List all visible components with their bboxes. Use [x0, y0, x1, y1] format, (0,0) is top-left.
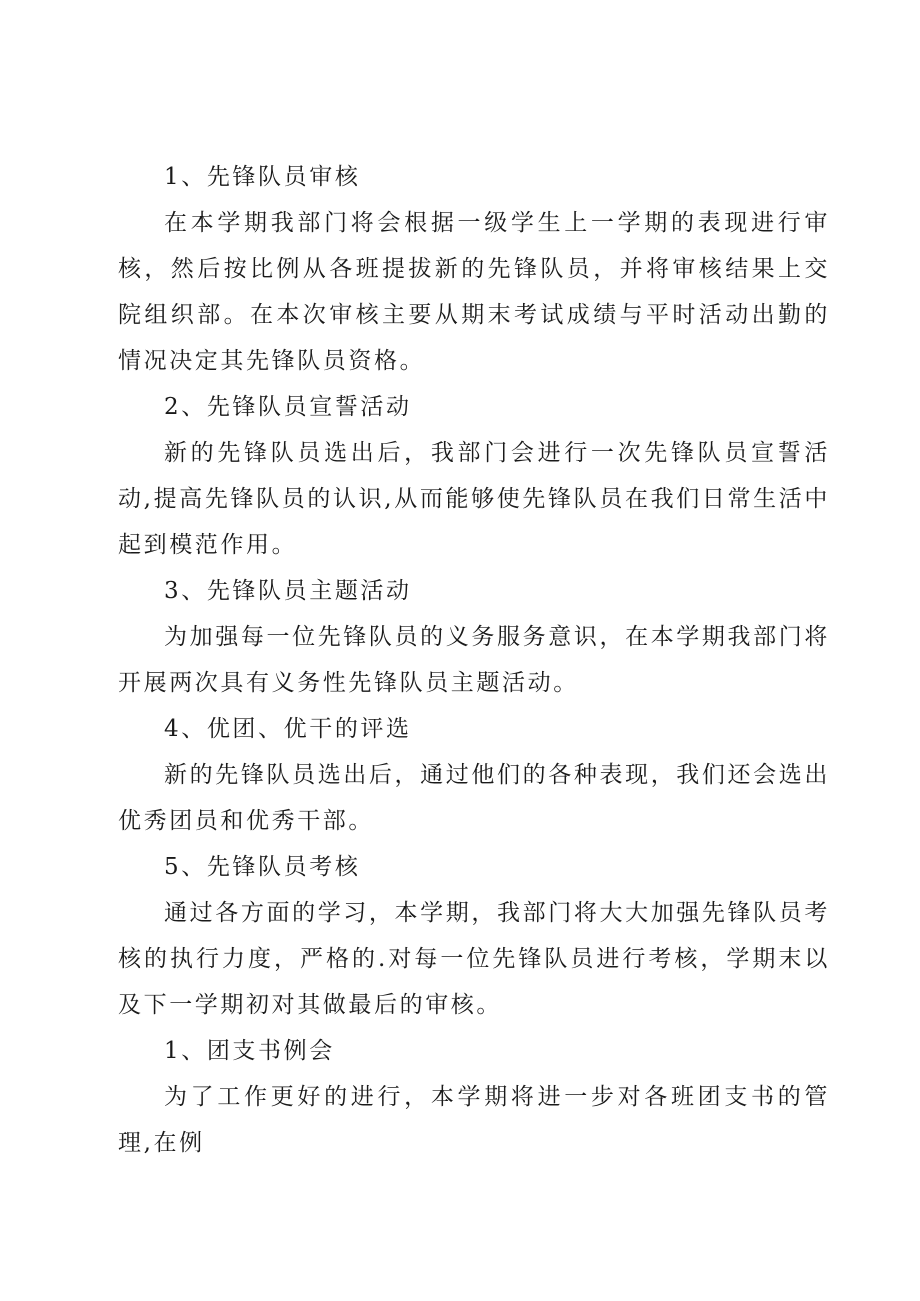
section-heading: 2、先锋队员宣誓活动: [164, 394, 412, 420]
section-paragraph: 新的先锋队员选出后，我部门会进行一次先锋队员宣誓活动,提高先锋队员的认识,从而能够使先锋队员在我们日常生活中起到模范作用。: [118, 440, 830, 558]
section-paragraph: 在本学期我部门将会根据一级学生上一学期的表现进行审核，然后按比例从各班提拔新的先锋队员，并将审核结果上交院组织部。在本次审核主要从期末考试成绩与平时活动出勤的情况决定其先锋队员资格。: [118, 210, 830, 374]
document-body: [118, 154, 830, 1166]
section-paragraph: 通过各方面的学习，本学期，我部门将大大加强先锋队员考核的执行力度，严格的.对每一位先锋队员进行考核，学期末以及下一学期初对其做最后的审核。: [118, 900, 830, 1018]
section-paragraph: 为了工作更好的进行，本学期将进一步对各班团支书的管理,在例: [118, 1084, 830, 1156]
section-heading: 1、先锋队员审核: [164, 164, 361, 190]
section-paragraph: 为加强每一位先锋队员的义务服务意识，在本学期我部门将开展两次具有义务性先锋队员主题活动。: [118, 624, 830, 696]
section-heading: 5、先锋队员考核: [164, 854, 361, 880]
section-paragraph: 新的先锋队员选出后，通过他们的各种表现，我们还会选出优秀团员和优秀干部。: [118, 762, 830, 834]
section-heading: 1、团支书例会: [164, 1038, 335, 1064]
section-heading: 3、先锋队员主题活动: [164, 578, 412, 604]
section-heading: 4、优团、优干的评选: [164, 716, 412, 742]
